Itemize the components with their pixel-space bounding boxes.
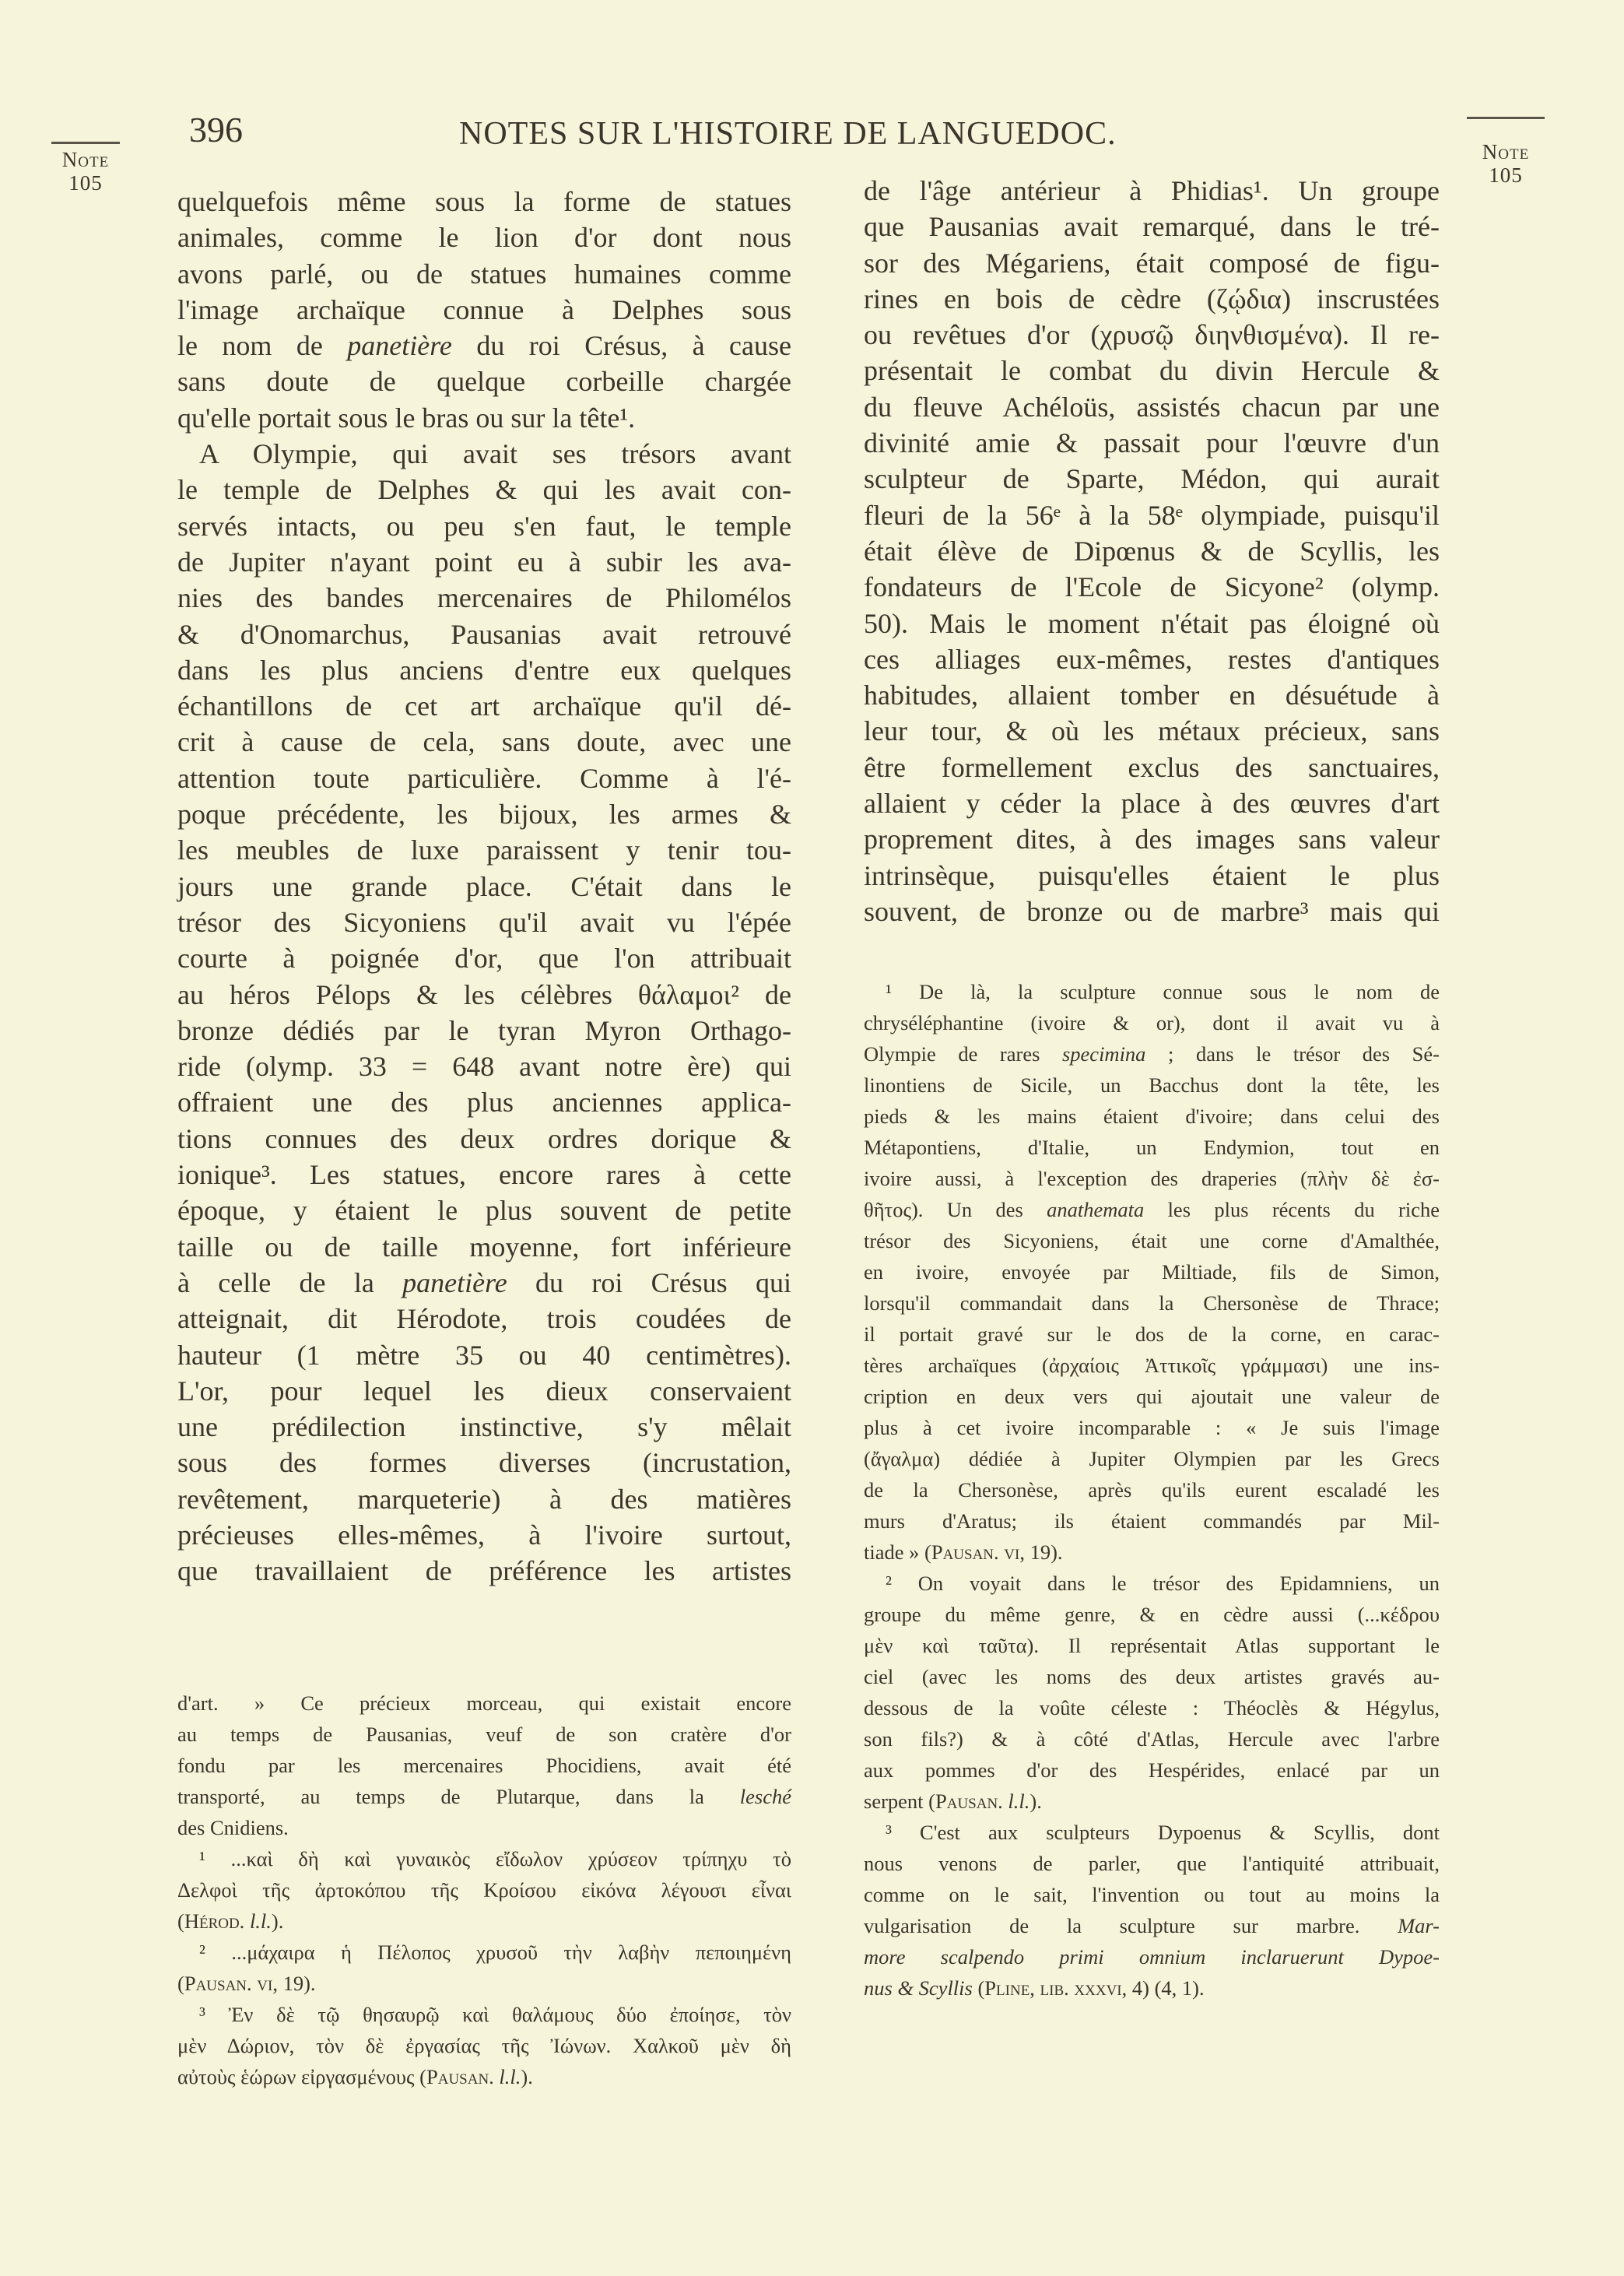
text-line: [864, 1038, 1440, 1070]
text-line: sculpteur de Sparte, Médon, qui aurait: [864, 463, 1440, 495]
text-line: fondateurs de l'Ecole de Sicyone² (olymp.: [864, 571, 1440, 603]
italic-text: panetière: [347, 330, 452, 362]
right-column-footnotes: [864, 976, 1440, 2004]
text-line: lorsqu'il commandait dans la Chersonèse de Thrace;: [864, 1291, 1440, 1315]
italic-text: l.l.: [499, 2065, 521, 2088]
text-line: [177, 1968, 791, 1999]
text-line: d'art. » Ce précieux morceau, qui existait encore: [177, 1691, 791, 1715]
text-line: ces alliages eux-mêmes, restes d'antiques: [864, 643, 1440, 675]
text-line: son fils?) & à côté d'Atlas, Hercule avec l'arbre: [864, 1727, 1440, 1751]
text-line: attention toute particulière. Comme à l'é-: [177, 762, 791, 794]
margin-note-label: Note: [1482, 140, 1530, 163]
text-line: être formellement exclus des sanctuaires,: [864, 751, 1440, 783]
text-line: qu'elle portait sous le bras ou sur la tête¹.: [177, 402, 636, 434]
italic-text: l.l.: [249, 1909, 272, 1933]
footnote: [864, 976, 1440, 1568]
text-line: que Pausanias avait remarqué, dans le tré-: [864, 211, 1440, 243]
text-line: ² On voyait dans le trésor des Epidamniens, un: [886, 1572, 1440, 1595]
italic-text: l.l.: [1008, 1790, 1030, 1813]
text-line: de la Chersonèse, après qu'ils eurent escaladé les: [864, 1478, 1440, 1502]
text-line: taille ou de taille moyenne, fort inférieure: [177, 1231, 791, 1263]
text-line: l'image archaïque connue à Delphes sous: [177, 293, 791, 325]
text-line: sor des Mégariens, était composé de figu-: [864, 247, 1440, 279]
text-line: poque précédente, les bijoux, les armes &: [177, 799, 791, 831]
text-line: jours une grande place. C'était dans le: [177, 870, 791, 902]
running-header: NOTES SUR L'HISTOIRE DE LANGUEDOC.: [459, 116, 1117, 152]
footnote: [864, 1817, 1440, 2004]
text-line: [864, 1972, 1440, 2004]
text-line: ¹ De là, la sculpture connue sous le nom de: [886, 980, 1440, 1003]
paragraph: [864, 173, 1440, 929]
text-line: proprement dites, à des images sans valeur: [864, 824, 1440, 855]
margin-note-right: [1467, 140, 1545, 187]
text-segment: ; dans le trésor des Sé-: [1145, 1042, 1440, 1066]
text-line: μὲν καὶ ταῦτα). Il représentait Atlas supportant le: [864, 1634, 1440, 1657]
text-line: de Jupiter n'ayant point eu à subir les ava-: [177, 546, 791, 578]
text-segment: tiade »: [864, 1540, 924, 1564]
text-line: divinité amie & passait pour l'œuvre d'un: [864, 427, 1440, 459]
text-line: trésor des Sicyoniens, était une corne d'Amalthée,: [864, 1229, 1440, 1252]
text-segment: (4, 1).: [1149, 1976, 1205, 2000]
left-column-footnotes: [177, 1688, 791, 2092]
text-segment: les plus récents du riche: [1144, 1198, 1440, 1221]
footnote: [177, 1999, 791, 2092]
text-line: allaient y céder la place à des œuvres d'art: [864, 788, 1440, 820]
text-line: échantillons de cet art archaïque qu'il dé-: [177, 690, 791, 722]
text-segment: (Hérod.: [177, 1909, 250, 1933]
text-line: (ἄγαλμα) dédiée à Jupiter Olympien par les Grecs: [864, 1447, 1440, 1470]
text-line: sans doute de quelque corbeille chargée: [177, 366, 791, 398]
text-line: 50). Mais le moment n'était pas éloigné où: [864, 607, 1440, 639]
margin-note-number: 105: [68, 171, 103, 195]
text-line: animales, comme le lion d'or dont nous: [177, 222, 791, 254]
text-line: crit à cause de cela, sans doute, avec une: [177, 726, 791, 758]
text-line: ³ Ἐν δὲ τῷ θησαυρῷ καὶ θαλάμους δύο ἐποίησε, τὸν: [199, 2003, 791, 2026]
text-line: Δελφοὶ τῆς ἀρτοκόπου τῆς Κροίσου εἰκόνα λέγουσι εἶναι: [177, 1878, 791, 1902]
text-segment: θῆτος). Un des: [864, 1198, 1047, 1221]
text-segment: ).: [521, 2065, 533, 2088]
text-line: fondu par les mercenaires Phocidiens, avait été: [177, 1754, 791, 1777]
margin-note-left: [48, 148, 123, 195]
text-line: [177, 2061, 791, 2092]
page-number: 396: [189, 110, 243, 149]
text-line: du fleuve Achéloüs, assistés chacun par une: [864, 391, 1440, 423]
paragraph: [177, 436, 791, 1589]
text-line: ou revêtues d'or (χρυσῷ διηνθισμένα). Il re-: [864, 319, 1440, 351]
text-line: époque, y étaient le plus souvent de petite: [177, 1195, 791, 1227]
text-line: courte à poignée d'or, que l'on attribuait: [177, 943, 791, 975]
text-line: nies des bandes mercenaires de Philomélos: [177, 582, 791, 614]
text-line: [177, 1781, 791, 1812]
italic-text: lesché: [739, 1785, 791, 1808]
text-line: que travaillaient de préférence les artistes: [177, 1555, 791, 1587]
right-column-text: [864, 173, 1440, 929]
text-segment: ).: [1029, 1790, 1042, 1813]
text-line: ² ...μάχαιρα ἡ Πέλοπος χρυσοῦ τὴν λαβὴν πεποιημένη: [199, 1941, 791, 1964]
text-line: souvent, de bronze ou de marbre³ mais qui: [864, 895, 1440, 927]
italic-text: specimina: [1061, 1042, 1146, 1066]
margin-rule-left: [51, 142, 120, 144]
text-line: murs d'Aratus; ils étaient commandés par Mil-: [864, 1509, 1440, 1533]
text-line: ciel (avec les noms des deux artistes gravés au-: [864, 1665, 1440, 1688]
text-line: comme on le sait, l'invention ou tout au moins la: [864, 1883, 1440, 1906]
italic-text: panetière: [402, 1266, 507, 1298]
text-line: [864, 1910, 1440, 1941]
text-line: en ivoire, envoyée par Miltiade, fils de Simon,: [864, 1260, 1440, 1284]
italic-text: more scalpendo primi omnium inclaruerunt Dypoe-: [864, 1945, 1440, 1969]
text-line: offraient une des plus anciennes applica-: [177, 1087, 791, 1119]
text-line: avons parlé, ou de statues humaines comme: [177, 258, 791, 290]
text-line: chryséléphantine (ivoire & or), dont il avait vu à: [864, 1011, 1440, 1034]
text-line: dessous de la voûte céleste : Théoclès & Hégylus,: [864, 1696, 1440, 1719]
text-line: plus à cet ivoire incomparable : « Je suis l'image: [864, 1416, 1440, 1439]
text-segment: vulgarisation de la sculpture sur marbre.: [864, 1914, 1398, 1937]
text-line: trésor des Sicyoniens qu'il avait vu l'épée: [177, 906, 791, 938]
text-segment: ).: [271, 1909, 284, 1933]
text-line: atteignait, dit Hérodote, trois coudées de: [177, 1303, 791, 1335]
text-line: au héros Pélops & les célèbres θάλαμοι² de: [177, 978, 791, 1010]
text-line: était élève de Dipœnus & de Scyllis, les: [864, 535, 1440, 567]
text-line: [864, 1941, 1440, 1972]
text-line: servés intacts, ou peu s'en faut, le temple: [177, 510, 791, 542]
text-line: le temple de Delphes & qui les avait con-: [177, 474, 791, 506]
text-segment: Olympie de rares: [864, 1042, 1062, 1066]
left-column-text: [177, 184, 791, 1589]
footnote: [177, 1937, 791, 1999]
text-line: ¹ ...καὶ δὴ καὶ γυναικὸς εἴδωλον χρύσεον τρίπηχυ τὸ: [199, 1847, 791, 1870]
text-line: [864, 1194, 1440, 1225]
text-segment: le nom de: [177, 330, 348, 362]
text-line: des Cnidiens.: [177, 1816, 289, 1839]
text-segment: (Pausan. vi, 19).: [924, 1540, 1063, 1564]
paragraph: [177, 184, 791, 436]
text-segment: du roi Crésus qui: [507, 1266, 791, 1298]
text-line: au temps de Pausanias, veuf de son cratère d'or: [177, 1723, 791, 1746]
text-line: précieuses elles-mêmes, à l'ivoire surtout,: [177, 1519, 791, 1551]
text-line: ionique³. Les statues, encore rares à cette: [177, 1159, 791, 1191]
text-line: bronze dédiés par le tyran Myron Orthago-: [177, 1014, 791, 1046]
text-line: pieds & les mains étaient d'ivoire; dans celui des: [864, 1105, 1440, 1128]
text-segment: à celle de la: [177, 1266, 403, 1298]
margin-note-label: Note: [61, 148, 110, 171]
text-line: quelquefois même sous la forme de statues: [177, 186, 791, 217]
text-segment: (Pausan.: [419, 2065, 500, 2088]
text-line: hauteur (1 mètre 35 ou 40 centimètres).: [177, 1339, 791, 1371]
italic-text: anathemata: [1047, 1198, 1145, 1221]
text-segment: (Pausan. vi, 19).: [177, 1972, 316, 1995]
text-line: présentait le combat du divin Hercule &: [864, 355, 1440, 387]
margin-note-number: 105: [1489, 163, 1523, 187]
text-segment: transporté, au temps de Plutarque, dans la: [177, 1785, 740, 1808]
text-segment: (Pausan.: [928, 1790, 1008, 1813]
footnote: [177, 1688, 791, 1843]
text-segment: du roi Crésus, à cause: [451, 330, 791, 362]
text-line: & d'Onomarchus, Pausanias avait retrouvé: [177, 618, 791, 650]
text-line: ivoire aussi, à l'exception des draperies (πλὴν δὲ ἐσ-: [864, 1167, 1440, 1190]
text-line: les meubles de luxe paraissent y tenir tou-: [177, 834, 791, 866]
text-line: dans les plus anciens d'entre eux quelques: [177, 654, 791, 686]
text-line: groupe du même genre, & en cèdre aussi (...κέδρου: [864, 1603, 1440, 1626]
text-line: ride (olymp. 33 = 648 avant notre ère) qui: [177, 1051, 791, 1083]
text-line: A Olympie, qui avait ses trésors avant: [199, 438, 791, 470]
text-line: [177, 1905, 791, 1937]
text-line: linontiens de Sicile, un Bacchus dont la tête, les: [864, 1073, 1440, 1097]
text-line: μὲν Δώριον, τὸν δὲ ἐργασίας τῆς Ἰώνων. Χαλκοῦ μὲν δὴ: [177, 2034, 791, 2057]
text-line: il portait gravé sur le dos de la corne, en carac-: [864, 1322, 1440, 1346]
italic-text: Mar-: [1398, 1914, 1440, 1937]
text-line: L'or, pour lequel les dieux conservaient: [177, 1375, 791, 1407]
text-line: aux pommes d'or des Hespérides, enlacé par un: [864, 1758, 1440, 1782]
text-line: sous des formes diverses (incrustation,: [177, 1447, 791, 1479]
text-line: fleuri de la 56ᵉ à la 58ᵉ olympiade, puisqu'il: [864, 499, 1440, 531]
text-line: revêtement, marqueterie) à des matières: [177, 1483, 791, 1515]
text-line: [864, 1537, 1440, 1568]
text-line: cription en deux vers qui ajoutait une valeur de: [864, 1385, 1440, 1408]
margin-rule-right: [1467, 117, 1545, 119]
text-line: une prédilection instinctive, s'y mêlait: [177, 1411, 791, 1443]
text-line: [864, 1786, 1440, 1817]
italic-text: nus & Scyllis: [864, 1976, 973, 2000]
text-segment: serpent: [864, 1790, 929, 1813]
text-line: ³ C'est aux sculpteurs Dypoenus & Scyllis, dont: [886, 1821, 1440, 1844]
text-line: leur tour, & où les métaux précieux, sans: [864, 715, 1440, 747]
text-segment: αὐτοὺς ἑώρων εἰργασμένους: [177, 2065, 420, 2088]
text-line: [177, 328, 791, 364]
text-line: [177, 1265, 791, 1301]
footnote: [864, 1568, 1440, 1817]
text-line: habitudes, allaient tomber en désuétude à: [864, 680, 1440, 711]
text-line: tions connues des deux ordres dorique &: [177, 1122, 791, 1154]
text-segment: (Pline, lib. xxxvi, 4): [977, 1976, 1149, 2000]
text-line: intrinsèque, puisqu'elles étaient le plus: [864, 859, 1440, 891]
text-line: nous venons de parler, que l'antiquité attribuait,: [864, 1852, 1440, 1875]
text-line: rines en bois de cèdre (ζῴδια) inscrustées: [864, 283, 1440, 314]
text-line: Métapontiens, d'Italie, un Endymion, tout en: [864, 1136, 1440, 1159]
text-line: de l'âge antérieur à Phidias¹. Un groupe: [864, 175, 1440, 206]
footnote: [177, 1843, 791, 1937]
text-line: tères archaïques (ἀρχαίοις Ἀττικοῖς γράμμασι) une ins-: [864, 1354, 1440, 1377]
